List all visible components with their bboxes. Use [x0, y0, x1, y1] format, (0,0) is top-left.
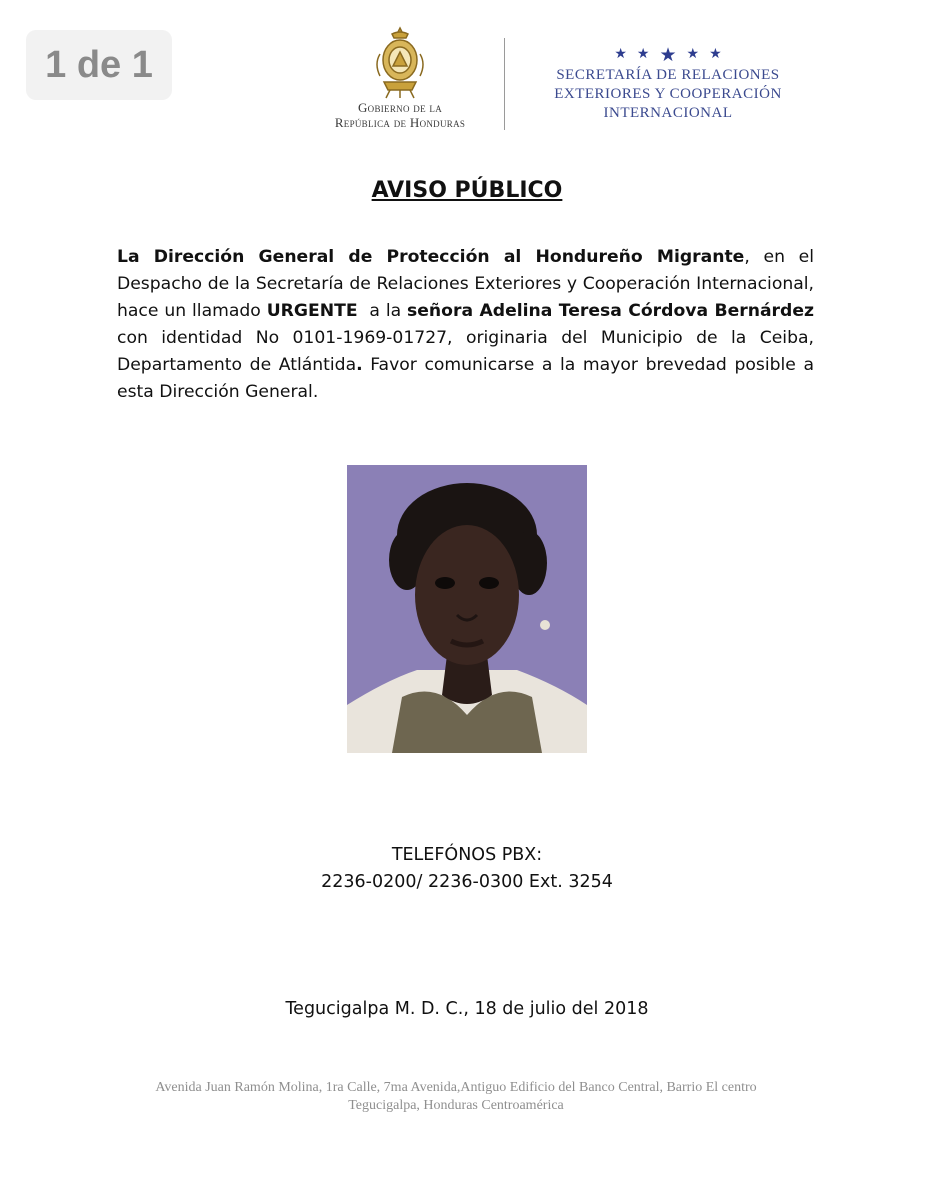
ministry-name-line3: INTERNACIONAL — [603, 105, 733, 121]
place-and-date: Tegucigalpa M. D. C., 18 de julio del 2018 — [285, 999, 649, 1019]
phone-section — [0, 842, 934, 896]
address-line2: Tegucigalpa, Honduras Centroamérica — [348, 1098, 564, 1113]
ministry-logo — [518, 46, 818, 126]
five-stars-icon: ★ ★ ★ ★ ★ — [614, 44, 722, 66]
page-count-badge: 1 de 1 — [26, 30, 172, 100]
body-text-3: con identidad No 0101-1969-01727, originaria del Municipio de la Ceiba, Departamento de Atlántida — [117, 328, 814, 375]
body-bold-period: . — [356, 355, 363, 375]
gov-name-line2: República de Honduras — [334, 115, 466, 130]
address-line1: Avenida Juan Ramón Molina, 1ra Calle, 7ma Avenida,Antiguo Edificio del Banco Central, Barrio El centro — [155, 1080, 757, 1095]
footer-address — [0, 1079, 912, 1115]
ministry-name-line2: EXTERIORES Y COOPERACIÓN — [554, 86, 782, 102]
ministry-name-line1: SECRETARÍA DE RELACIONES — [556, 67, 780, 83]
body-bold-urgent: URGENTE — [266, 301, 358, 321]
phones-label: TELEFÓNOS PBX: — [391, 845, 543, 865]
body-text-4: Favor comunicarse a la mayor brevedad posible a esta Dirección General. — [117, 355, 814, 402]
gov-name-line1: Gobierno de la — [357, 100, 443, 115]
body-bold-person-name: señora Adelina Teresa Córdova Bernárdez — [407, 301, 814, 321]
notice-body — [117, 244, 814, 406]
body-bold-directorate: La Dirección General de Protección al Hondureño Migrante — [117, 247, 745, 267]
notice-title: AVISO PÚBLICO — [371, 178, 563, 203]
government-logo — [300, 24, 500, 136]
header-divider — [504, 38, 505, 130]
coat-of-arms-icon — [370, 24, 430, 100]
person-photo — [347, 465, 587, 753]
phones-numbers: 2236-0200/ 2236-0300 Ext. 3254 — [321, 872, 613, 892]
body-text-2: a la — [357, 301, 408, 321]
person-portrait-image — [347, 465, 587, 753]
body-text-1: , en el Despacho de la Secretaría de Relaciones Exteriores y Cooperación Internacional, hace un llamado — [117, 247, 814, 321]
